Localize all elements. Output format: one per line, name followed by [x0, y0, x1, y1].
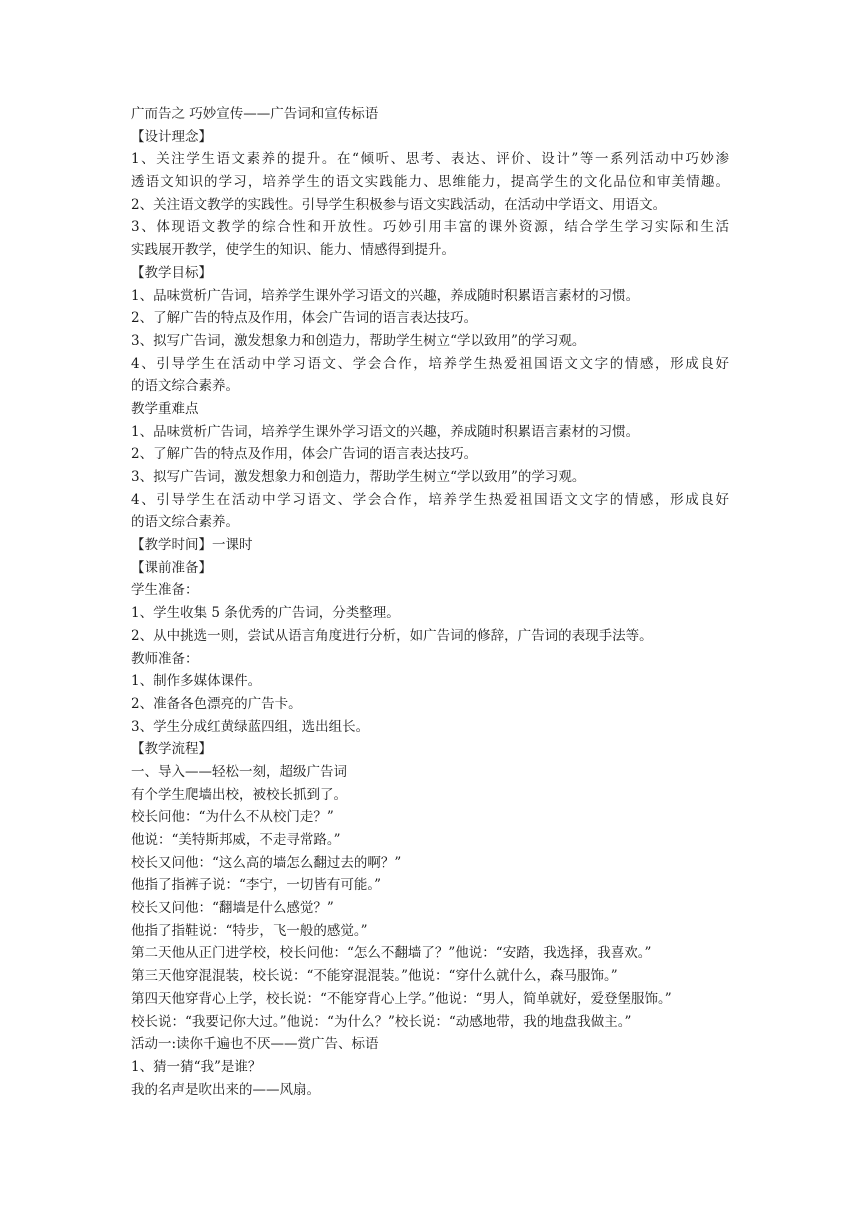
- text-line: 校长问他：“为什么不从校门走？”: [131, 809, 334, 826]
- text-line: 教学重难点: [131, 400, 199, 417]
- text-line: 2、关注语文教学的实践性。引导学生积极参与语文实践活动，在活动中学语文、用语文。: [131, 196, 667, 213]
- text-line: 2、从中挑选一则，尝试从语言角度进行分析，如广告词的修辞，广告词的表现手法等。: [131, 627, 653, 644]
- text-line: 我的名声是吹出来的——风扇。: [131, 1081, 320, 1098]
- text-line: 的语文综合素养。: [131, 514, 239, 531]
- text-line: 2、准备各色漂亮的广告卡。: [131, 695, 302, 712]
- text-line: 实践展开教学，使学生的知识、能力、情感得到提升。: [131, 242, 455, 259]
- text-line: 他说：“美特斯邦威，不走寻常路。”: [131, 832, 341, 848]
- text-line: 1、品味赏析广告词，培养学生课外学习语文的兴趣，养成随时积累语言素材的习惯。: [131, 287, 640, 304]
- text-line: 1、品味赏析广告词，培养学生课外学习语文的兴趣，养成随时积累语言素材的习惯。: [131, 423, 640, 440]
- text-line: 【教学时间】一课时: [131, 537, 253, 554]
- text-line: 【课前准备】: [131, 559, 212, 576]
- text-line: 的语文综合素养。: [131, 378, 239, 395]
- text-line: 校长又问他：“这么高的墙怎么翻过去的啊？”: [131, 854, 402, 871]
- text-line: 1、制作多媒体课件。: [131, 673, 262, 690]
- text-line: 1、关注学生语文素养的提升。在“倾听、思考、表达、评价、设计”等一系列活动中巧妙渗: [131, 151, 729, 168]
- document-page: [131, 103, 731, 1101]
- text-line: 广而告之 巧妙宣传——广告词和宣传标语: [131, 106, 379, 122]
- text-line: 3、体现语文教学的综合性和开放性。巧妙引用丰富的课外资源，结合学生学习实际和生活: [131, 219, 729, 236]
- text-line: 第四天他穿背心上学，校长说：“不能穿背心上学。”他说：“男人，简单就好，爱登堡服饰。”: [131, 990, 672, 1007]
- text-line: 一、导入——轻松一刻，超级广告词: [131, 763, 347, 780]
- text-line: 【教学流程】: [131, 741, 212, 758]
- text-line: 1、猜一猜“我”是谁？: [131, 1058, 262, 1075]
- text-line: 活动一:读你千遍也不厌——赏广告、标语: [131, 1036, 379, 1053]
- text-line: 4、引导学生在活动中学习语文、学会合作，培养学生热爱祖国语文文字的情感，形成良好: [131, 355, 729, 372]
- text-line: 教师准备：: [131, 650, 199, 667]
- text-line: 学生准备：: [131, 582, 199, 599]
- text-line: 校长说：“我要记你大过。”他说：“为什么？”校长说：“动感地带，我的地盘我做主。”: [131, 1013, 632, 1030]
- text-line: 他指了指裤子说：“李宁，一切皆有可能。”: [131, 877, 382, 894]
- text-line: 3、拟写广告词，激发想象力和创造力，帮助学生树立“学以致用”的学习观。: [131, 332, 586, 349]
- text-line: 第三天他穿混混装，校长说：“不能穿混混装。”他说：“穿什么就什么，森马服饰。”: [131, 968, 618, 985]
- text-line: 1、学生收集 5 条优秀的广告词，分类整理。: [131, 605, 400, 622]
- text-line: 4、引导学生在活动中学习语文、学会合作，培养学生热爱祖国语文文字的情感，形成良好: [131, 491, 729, 508]
- text-line: 第二天他从正门进学校，校长问他：“怎么不翻墙了？”他说：“安踏，我选择，我喜欢。”: [131, 945, 652, 962]
- text-line: 有个学生爬墙出校，被校长抓到了。: [131, 786, 347, 803]
- text-line: 3、学生分成红黄绿蓝四组，选出组长。: [131, 718, 370, 735]
- text-line: 【设计理念】: [131, 128, 212, 145]
- text-line: 2、了解广告的特点及作用，体会广告词的语言表达技巧。: [131, 446, 478, 463]
- text-line: 2、了解广告的特点及作用，体会广告词的语言表达技巧。: [131, 310, 478, 327]
- text-line: 【教学目标】: [131, 264, 212, 281]
- text-line: 透语文知识的学习，培养学生的语文实践能力、思维能力，提高学生的文化品位和审美情趣。: [131, 174, 729, 191]
- text-line: 3、拟写广告词，激发想象力和创造力，帮助学生树立“学以致用”的学习观。: [131, 469, 586, 485]
- text-line: 他指了指鞋说：“特步，飞一般的感觉。”: [131, 922, 368, 939]
- text-line: 校长又问他：“翻墙是什么感觉？”: [131, 900, 334, 917]
